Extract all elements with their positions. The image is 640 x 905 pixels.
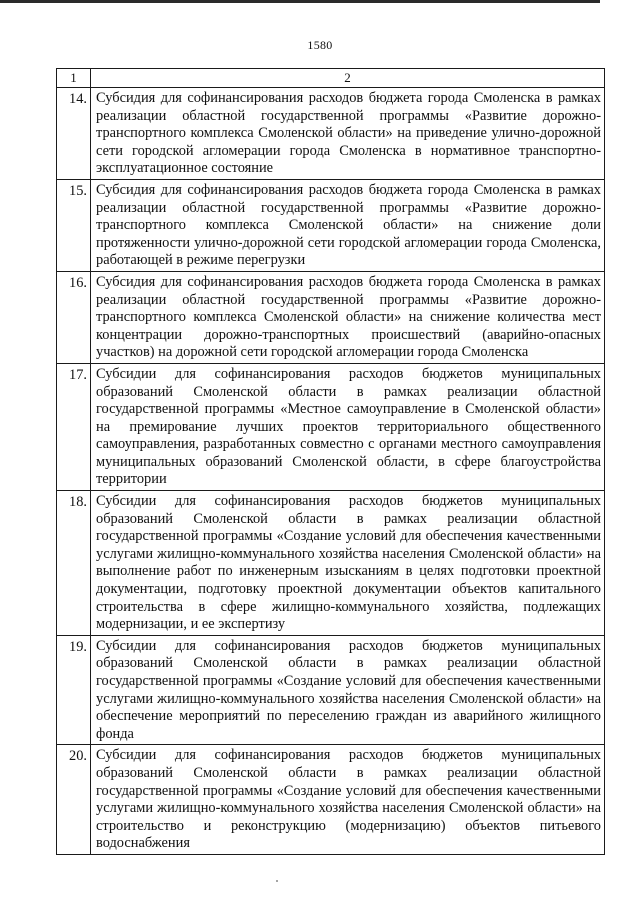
row-number: 20. [57, 745, 91, 855]
table-row [57, 635, 605, 745]
row-description: Субсидии для софинансирования расходов бюджетов муниципальных образований Смоленской области в рамках реализации областной государственной программы «Создание условий для обеспечения качественными услугами жилищно-коммунального хозяйства населения Смоленской области» на строительство и реконструкцию (модернизацию) объектов питьевого водоснабжения [91, 745, 605, 855]
row-description: Субсидия для софинансирования расходов бюджета города Смоленска в рамках реализации областной государственной программы «Развитие дорожно-транспортного комплекса Смоленской области» на приведение улично-дорожной сети городской агломерации города Смоленска в нормативное транспортно-эксплуатационное состояние [91, 88, 605, 180]
table-row [57, 179, 605, 271]
subsidy-table [56, 68, 605, 855]
table-row [57, 745, 605, 855]
row-description: Субсидии для софинансирования расходов бюджетов муниципальных образований Смоленской области в рамках реализации областной государственной программы «Создание условий для обеспечения качественными услугами жилищно-коммунального хозяйства населения Смоленской области» на обеспечение мероприятий по переселению граждан из аварийного жилищного фонда [91, 635, 605, 745]
row-description: Субсидии для софинансирования расходов бюджетов муниципальных образований Смоленской области в рамках реализации областной государственной программы «Местное самоуправление в Смоленской области» на премирование лучших проектов территориального общественного самоуправления, разработанных совместно с органами местного самоуправления муниципальных образований Смоленской области, в сфере благоустройства территории [91, 363, 605, 490]
column-header-number: 1 [57, 69, 91, 88]
row-number: 16. [57, 271, 91, 363]
row-description: Субсидия для софинансирования расходов бюджета города Смоленска в рамках реализации областной государственной программы «Развитие дорожно-транспортного комплекса Смоленской области» на снижение количества мест концентрации дорожно-транспортных происшествий (аварийно-опасных участков) на дорожной сети городской агломерации города Смоленска [91, 271, 605, 363]
scan-speck [276, 880, 278, 882]
row-number: 15. [57, 179, 91, 271]
row-description: Субсидия для софинансирования расходов бюджета города Смоленска в рамках реализации областной государственной программы «Развитие дорожно-транспортного комплекса Смоленской области» на снижение доли протяженности улично-дорожной сети городской агломерации города Смоленска, работающей в режиме перегрузки [91, 179, 605, 271]
row-number: 14. [57, 88, 91, 180]
column-header-description: 2 [91, 69, 605, 88]
page-number: 1580 [307, 38, 333, 52]
row-number: 18. [57, 491, 91, 636]
subsidy-table-body [57, 69, 605, 855]
table-header-row [57, 69, 605, 88]
top-scan-edge-rule [0, 0, 600, 3]
row-number: 19. [57, 635, 91, 745]
table-row [57, 491, 605, 636]
row-description: Субсидии для софинансирования расходов бюджетов муниципальных образований Смоленской области в рамках реализации областной государственной программы «Создание условий для обеспечения качественными услугами жилищно-коммунального хозяйства населения Смоленской области» на выполнение работ по инженерным изысканиям в целях подготовки проектной документации, подготовку проектной документации объектов капитального строительства в сфере жилищно-коммунального хозяйства, подлежащих модернизации, и ее экспертизу [91, 491, 605, 636]
table-row [57, 271, 605, 363]
row-number: 17. [57, 363, 91, 490]
table-row [57, 88, 605, 180]
table-row [57, 363, 605, 490]
